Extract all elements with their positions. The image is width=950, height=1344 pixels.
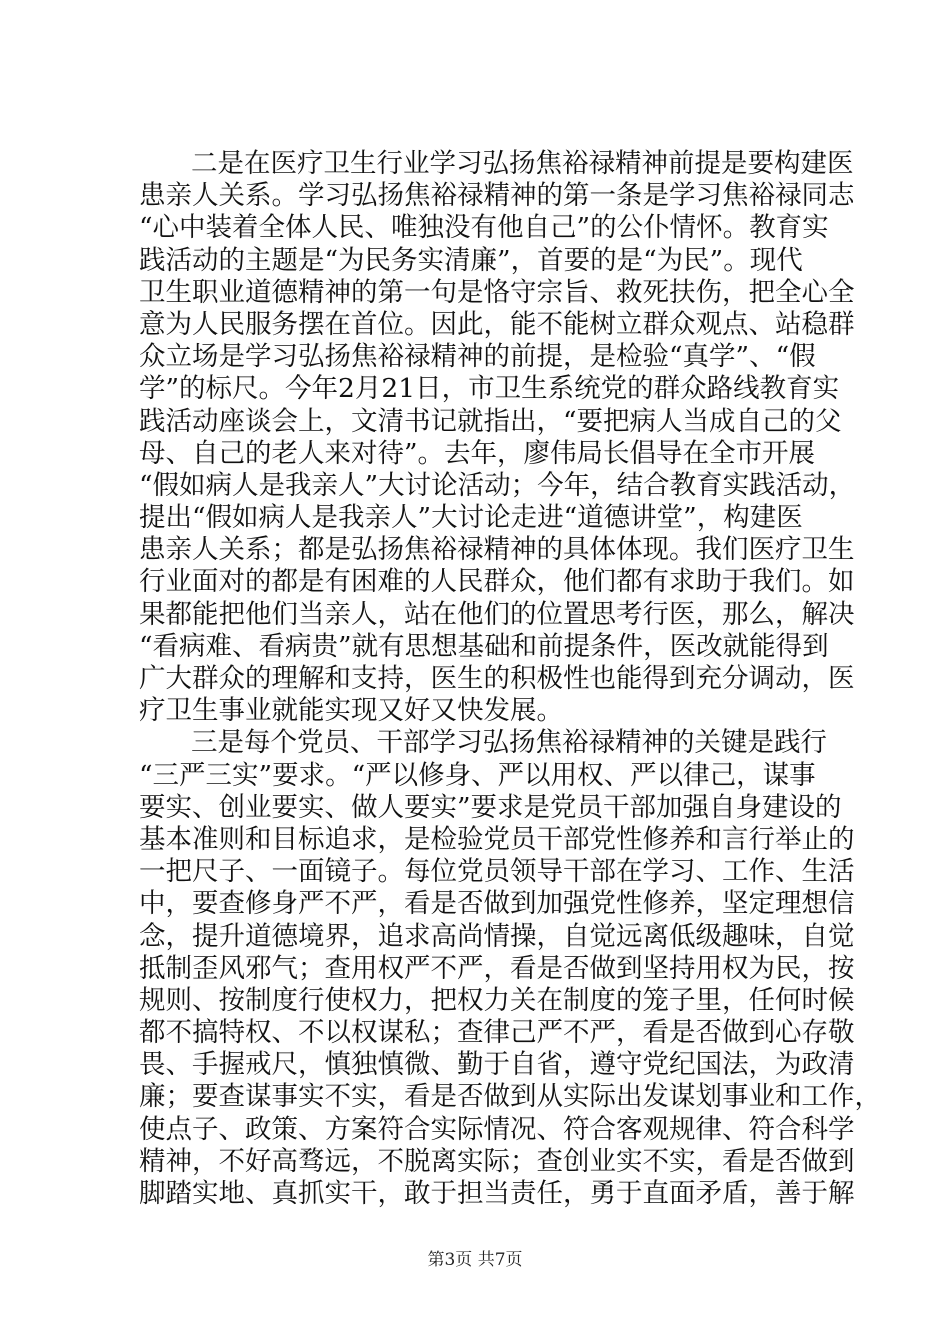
text-line: 使点子、政策、方案符合实际情况、符合客观规律、符合科学	[139, 1113, 855, 1145]
text-line: 廉；要查谋事实不实，看是否做到从实际出发谋划事业和工作，	[139, 1081, 881, 1113]
text-line: 意为人民服务摆在首位。因此，能不能树立群众观点、站稳群	[139, 308, 855, 340]
page-number-footer: 第3页 共7页	[427, 1250, 523, 1270]
text-line: 提出“假如病人是我亲人”大讨论走进“道德讲堂”，构建医	[139, 502, 803, 534]
text-line: 中，要查修身严不严，看是否做到加强党性修养，坚定理想信	[139, 888, 855, 920]
text-line: 果都能把他们当亲人，站在他们的位置思考行医，那么，解决	[139, 598, 855, 630]
text-line: 众立场是学习弘扬焦裕禄精神的前提，是检验“真学”、“假	[139, 341, 816, 373]
text-line: 都不搞特权、不以权谋私；查律己严不严，看是否做到心存敬	[139, 1017, 855, 1049]
text-line: 母、自己的老人来对待”。去年，廖伟局长倡导在全市开展	[139, 437, 816, 469]
text-line: “看病难、看病贵”就有思想基础和前提条件，医改就能得到	[139, 630, 829, 662]
text-line: 念，提升道德境界，追求高尚情操，自觉远离低级趣味，自觉	[139, 920, 855, 952]
text-line: 规则、按制度行使权力，把权力关在制度的笼子里，任何时候	[139, 984, 855, 1016]
document-body	[139, 148, 881, 1210]
text-line: “心中装着全体人民、唯独没有他自己”的公仆情怀。教育实	[139, 212, 829, 244]
text-line: “三严三实”要求。“严以修身、严以用权、严以律己，谋事	[139, 759, 816, 791]
text-line: 脚踏实地、真抓实干，敢于担当责任，勇于直面矛盾，善于解	[139, 1178, 855, 1209]
text-line: 二是在医疗卫生行业学习弘扬焦裕禄精神前提是要构建医	[191, 148, 854, 179]
text-line: 基本准则和目标追求，是检验党员干部党性修养和言行举止的	[139, 823, 855, 855]
text-line: 广大群众的理解和支持，医生的积极性也能得到充分调动，医	[139, 663, 855, 694]
text-line: 行业面对的都是有困难的人民群众，他们都有求助于我们。如	[139, 566, 855, 598]
text-line: 践活动座谈会上，文清书记就指出，“要把病人当成自己的父	[139, 405, 842, 437]
text-line: 精神，不好高骛远，不脱离实际；查创业实不实，看是否做到	[139, 1145, 855, 1177]
text-line: 患亲人关系。学习弘扬焦裕禄精神的第一条是学习焦裕禄同志	[139, 180, 855, 212]
text-line: 一把尺子、一面镜子。每位党员领导干部在学习、工作、生活	[139, 856, 855, 888]
text-line: 要实、创业要实、做人要实”要求是党员干部加强自身建设的	[139, 791, 842, 823]
text-line: 患亲人关系；都是弘扬焦裕禄精神的具体体现。我们医疗卫生	[139, 534, 855, 566]
text-line: 学”的标尺。今年2月21日，市卫生系统党的群众路线教育实	[139, 373, 840, 405]
text-line: 三是每个党员、干部学习弘扬焦裕禄精神的关键是践行	[191, 727, 827, 759]
text-line: 畏、手握戒尺，慎独慎微、勤于自省，遵守党纪国法，为政清	[139, 1049, 855, 1081]
text-line: “假如病人是我亲人”大讨论活动；今年，结合教育实践活动，	[139, 469, 856, 501]
text-line: 抵制歪风邪气；查用权严不严，看是否做到坚持用权为民，按	[139, 952, 855, 984]
text-line: 卫生职业道德精神的第一句是恪守宗旨、救死扶伤，把全心全	[139, 276, 855, 308]
text-line: 疗卫生事业就能实现又好又快发展。	[139, 695, 563, 727]
text-line: 践活动的主题是“为民务实清廉”，首要的是“为民”。现代	[139, 244, 803, 276]
